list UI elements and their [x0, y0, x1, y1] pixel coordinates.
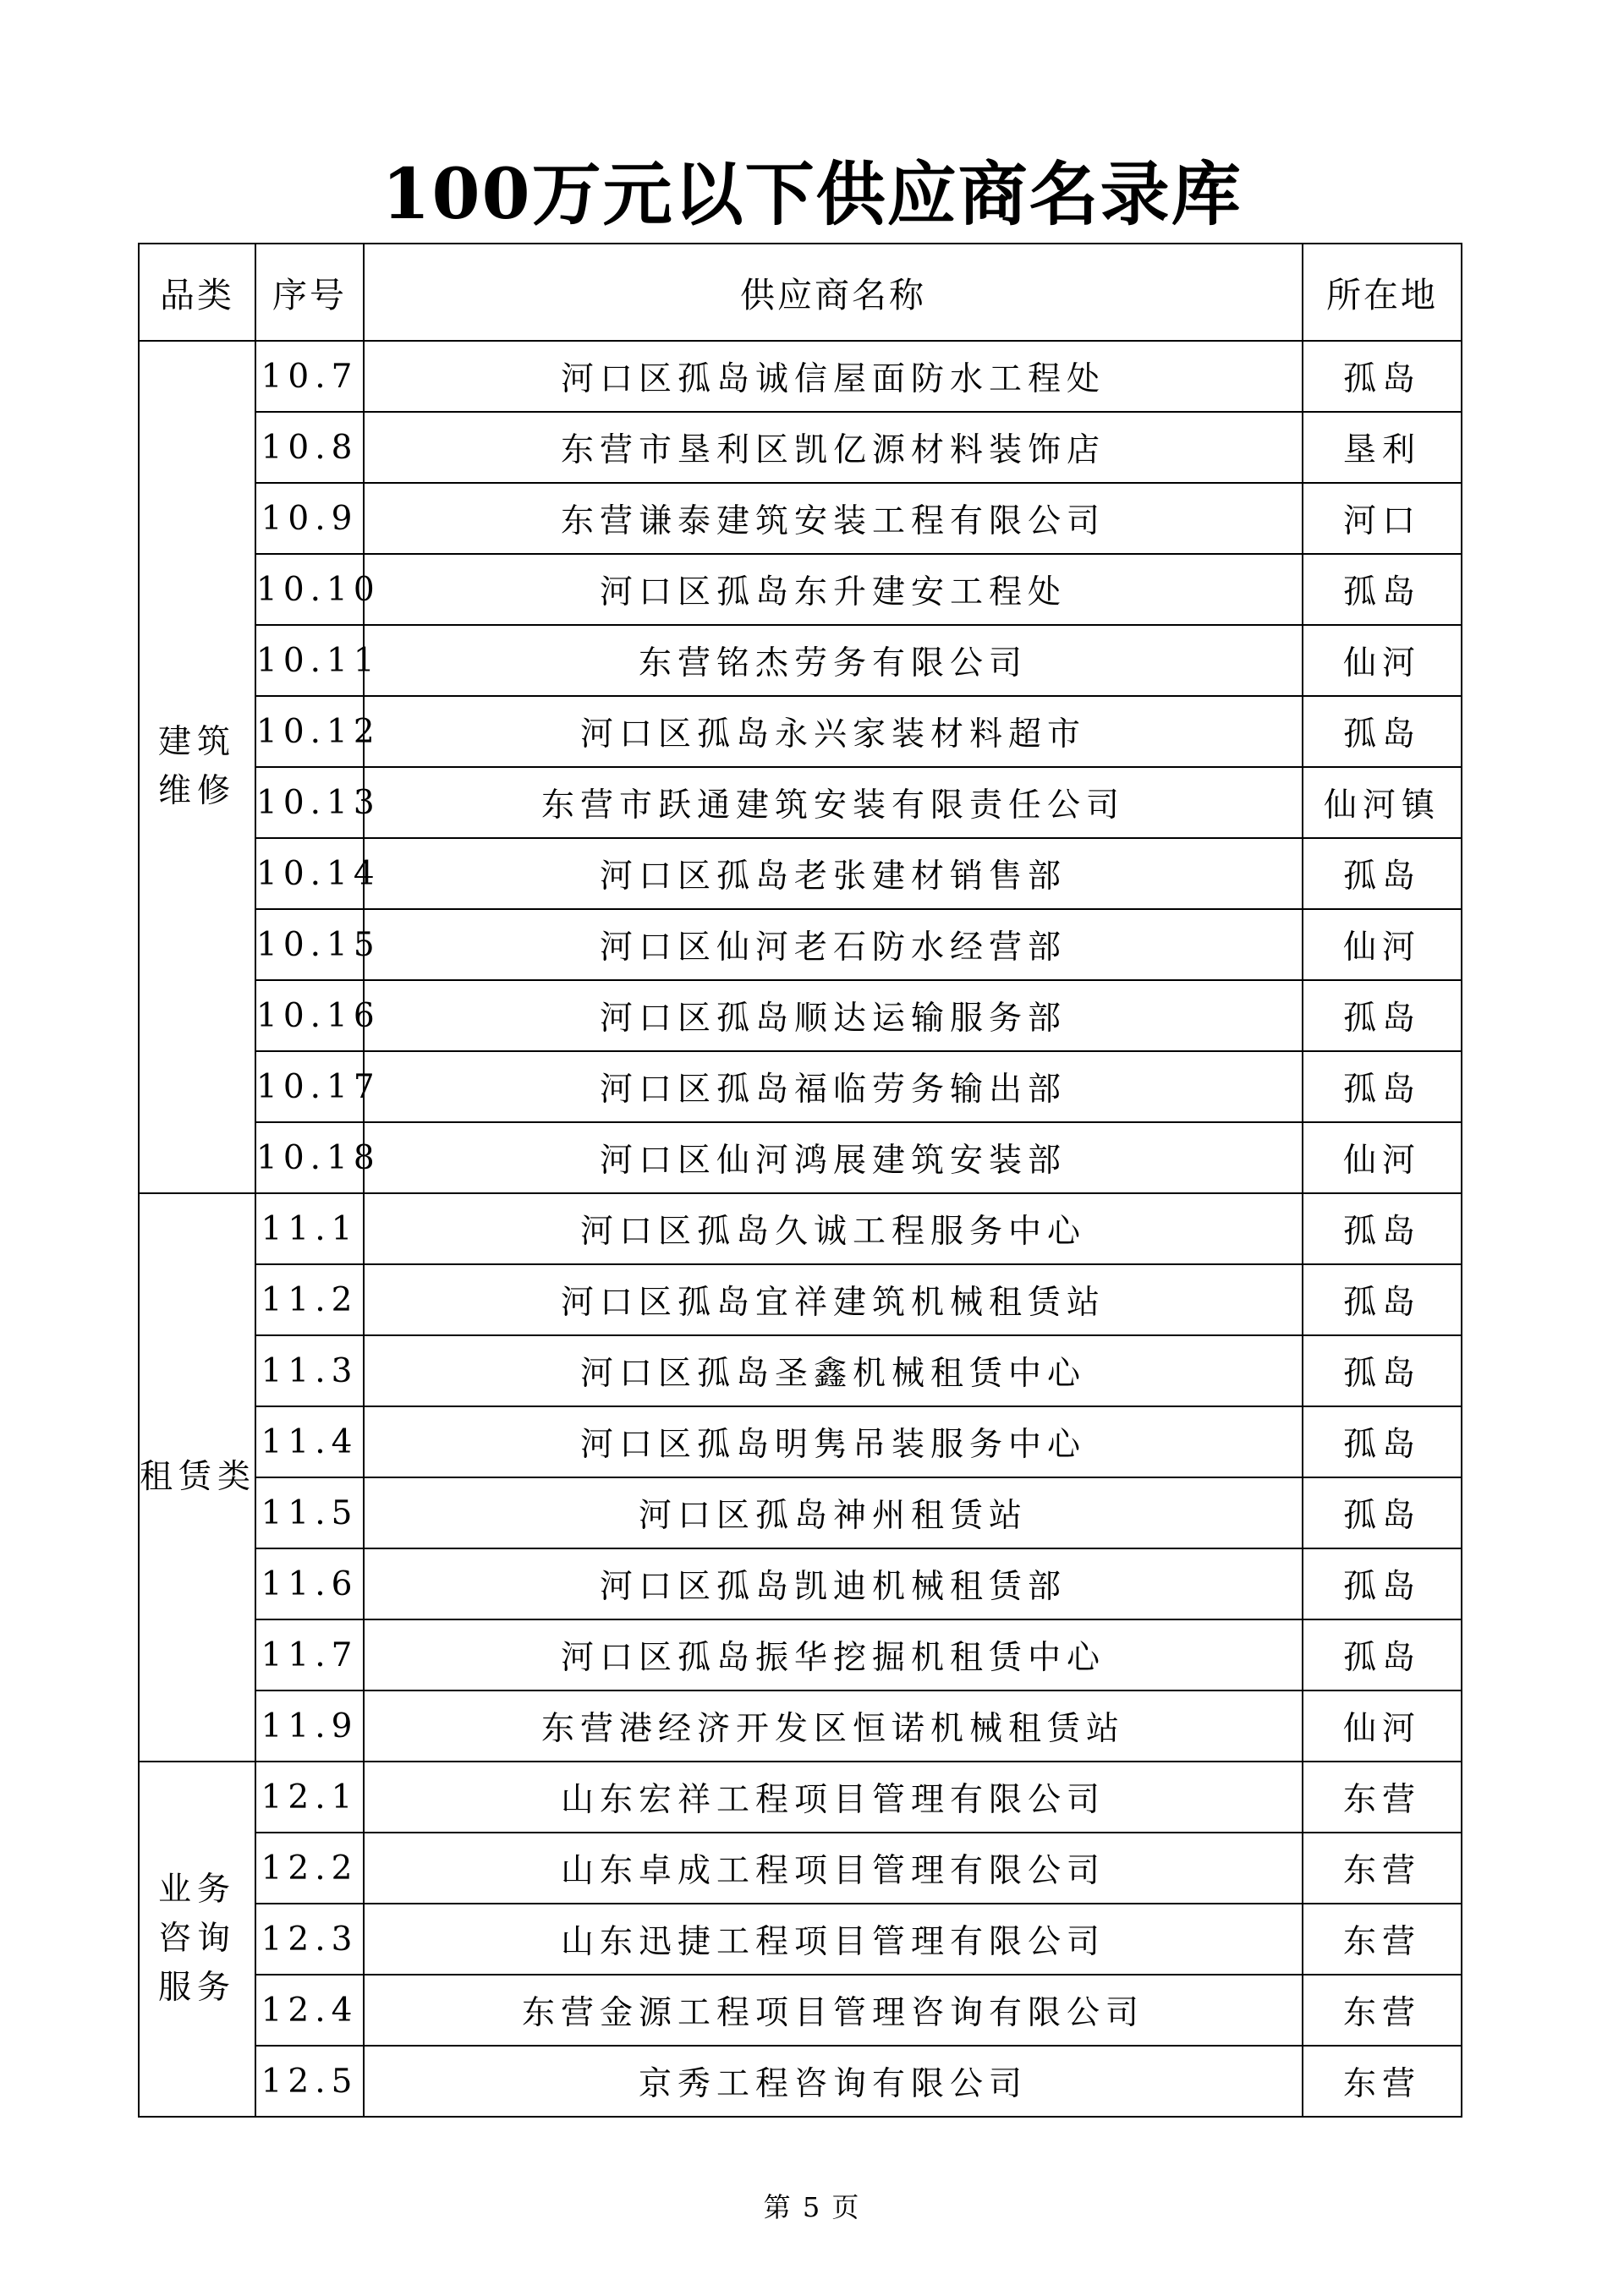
- seq-cell: 11.7: [255, 1619, 364, 1690]
- supplier-name-cell: 山东宏祥工程项目管理有限公司: [364, 1762, 1303, 1833]
- supplier-name-cell: 河口区仙河鸿展建筑安装部: [364, 1122, 1303, 1193]
- table-row: [139, 1975, 1462, 2046]
- table-row: [139, 1477, 1462, 1548]
- table-row: [139, 1904, 1462, 1975]
- supplier-name-cell: 河口区孤岛诚信屋面防水工程处: [364, 341, 1303, 412]
- location-cell: 东营: [1303, 2046, 1462, 2117]
- category-line: 建筑: [157, 723, 236, 761]
- header-name: 供应商名称: [364, 244, 1303, 341]
- supplier-name-cell: 山东迅捷工程项目管理有限公司: [364, 1904, 1303, 1975]
- table-row: [139, 1833, 1462, 1904]
- seq-cell: 10.15: [255, 909, 364, 980]
- seq-cell: 10.18: [255, 1122, 364, 1193]
- supplier-name-cell: 东营港经济开发区恒诺机械租赁站: [364, 1690, 1303, 1762]
- seq-cell: 11.2: [255, 1264, 364, 1335]
- supplier-name-cell: 河口区孤岛久诚工程服务中心: [364, 1193, 1303, 1264]
- supplier-name-cell: 东营市跃通建筑安装有限责任公司: [364, 767, 1303, 838]
- supplier-name-cell: 河口区孤岛东升建安工程处: [364, 554, 1303, 625]
- location-cell: 孤岛: [1303, 696, 1462, 767]
- table-row: [139, 980, 1462, 1051]
- location-cell: 东营: [1303, 1975, 1462, 2046]
- location-cell: 孤岛: [1303, 1619, 1462, 1690]
- seq-cell: 10.10: [255, 554, 364, 625]
- seq-cell: 12.1: [255, 1762, 364, 1833]
- header-seq: 序号: [255, 244, 364, 341]
- supplier-name-cell: 东营铭杰劳务有限公司: [364, 625, 1303, 696]
- seq-cell: 11.6: [255, 1548, 364, 1619]
- location-cell: 孤岛: [1303, 1264, 1462, 1335]
- table-row: [139, 1406, 1462, 1477]
- page-title: 100万元以下供应商名录库: [381, 154, 1243, 235]
- table-row: [139, 554, 1462, 625]
- location-cell: 东营: [1303, 1762, 1462, 1833]
- supplier-name-cell: 河口区孤岛永兴家装材料超市: [364, 696, 1303, 767]
- supplier-name-cell: 河口区孤岛振华挖掘机租赁中心: [364, 1619, 1303, 1690]
- location-cell: 东营: [1303, 1833, 1462, 1904]
- seq-cell: 10.9: [255, 483, 364, 554]
- location-cell: 孤岛: [1303, 1548, 1462, 1619]
- location-cell: 仙河: [1303, 1122, 1462, 1193]
- seq-cell: 10.8: [255, 412, 364, 483]
- seq-cell: 10.11: [255, 625, 364, 696]
- table-row: [139, 1122, 1462, 1193]
- seq-cell: 10.16: [255, 980, 364, 1051]
- location-cell: 仙河: [1303, 1690, 1462, 1762]
- location-cell: 垦利: [1303, 412, 1462, 483]
- seq-cell: 11.9: [255, 1690, 364, 1762]
- location-cell: 孤岛: [1303, 554, 1462, 625]
- seq-cell: 12.3: [255, 1904, 364, 1975]
- supplier-name-cell: 河口区孤岛老张建材销售部: [364, 838, 1303, 909]
- seq-cell: 12.5: [255, 2046, 364, 2117]
- location-cell: 仙河: [1303, 625, 1462, 696]
- supplier-name-cell: 东营市垦利区凯亿源材料装饰店: [364, 412, 1303, 483]
- category-line: 业务: [157, 1871, 236, 1909]
- header-category: 品类: [139, 244, 255, 341]
- table-row: [139, 1051, 1462, 1122]
- seq-cell: 10.14: [255, 838, 364, 909]
- table-row: [139, 1193, 1462, 1264]
- supplier-name-cell: 河口区孤岛顺达运输服务部: [364, 980, 1303, 1051]
- seq-cell: 12.2: [255, 1833, 364, 1904]
- seq-cell: 10.12: [255, 696, 364, 767]
- seq-cell: 10.13: [255, 767, 364, 838]
- location-cell: 孤岛: [1303, 1193, 1462, 1264]
- location-cell: 孤岛: [1303, 838, 1462, 909]
- supplier-name-cell: 东营金源工程项目管理咨询有限公司: [364, 1975, 1303, 2046]
- table-row: [139, 483, 1462, 554]
- supplier-name-cell: 京秀工程咨询有限公司: [364, 2046, 1303, 2117]
- supplier-name-cell: 河口区孤岛神州租赁站: [364, 1477, 1303, 1548]
- supplier-name-cell: 河口区孤岛福临劳务输出部: [364, 1051, 1303, 1122]
- seq-cell: 11.4: [255, 1406, 364, 1477]
- table-row: [139, 412, 1462, 483]
- table-row: [139, 341, 1462, 412]
- location-cell: 东营: [1303, 1904, 1462, 1975]
- location-cell: 孤岛: [1303, 341, 1462, 412]
- category-cell: [139, 341, 255, 1193]
- category-line: 维修: [157, 772, 236, 810]
- table-body: [139, 341, 1462, 2117]
- seq-cell: 12.4: [255, 1975, 364, 2046]
- seq-cell: 11.3: [255, 1335, 364, 1406]
- supplier-name-cell: 河口区孤岛宜祥建筑机械租赁站: [364, 1264, 1303, 1335]
- category-line: 服务: [157, 1969, 236, 2007]
- table-row: [139, 2046, 1462, 2117]
- table-row: [139, 767, 1462, 838]
- location-cell: 孤岛: [1303, 1051, 1462, 1122]
- seq-cell: 10.7: [255, 341, 364, 412]
- table-row: [139, 625, 1462, 696]
- header-location: 所在地: [1303, 244, 1462, 341]
- table-row: [139, 1335, 1462, 1406]
- seq-cell: 11.1: [255, 1193, 364, 1264]
- location-cell: 河口: [1303, 483, 1462, 554]
- supplier-name-cell: 河口区孤岛凯迪机械租赁部: [364, 1548, 1303, 1619]
- table-row: [139, 696, 1462, 767]
- table-row: [139, 909, 1462, 980]
- seq-cell: 10.17: [255, 1051, 364, 1122]
- category-cell: 租赁类: [139, 1193, 255, 1762]
- supplier-name-cell: 河口区孤岛明隽吊装服务中心: [364, 1406, 1303, 1477]
- table-row: [139, 1690, 1462, 1762]
- category-cell: [139, 1762, 255, 2117]
- location-cell: 孤岛: [1303, 1477, 1462, 1548]
- table-row: [139, 1619, 1462, 1690]
- table-header-row: [139, 244, 1462, 341]
- page-number: 第 5 页: [763, 2191, 861, 2223]
- location-cell: 孤岛: [1303, 1335, 1462, 1406]
- table-row: [139, 1548, 1462, 1619]
- location-cell: 孤岛: [1303, 980, 1462, 1051]
- location-cell: 仙河镇: [1303, 767, 1462, 838]
- supplier-name-cell: 东营谦泰建筑安装工程有限公司: [364, 483, 1303, 554]
- supplier-table: [138, 243, 1462, 2118]
- table-row: [139, 1264, 1462, 1335]
- table-row: [139, 1762, 1462, 1833]
- supplier-name-cell: 河口区仙河老石防水经营部: [364, 909, 1303, 980]
- seq-cell: 11.5: [255, 1477, 364, 1548]
- supplier-name-cell: 河口区孤岛圣鑫机械租赁中心: [364, 1335, 1303, 1406]
- supplier-name-cell: 山东卓成工程项目管理有限公司: [364, 1833, 1303, 1904]
- table-row: [139, 838, 1462, 909]
- location-cell: 仙河: [1303, 909, 1462, 980]
- location-cell: 孤岛: [1303, 1406, 1462, 1477]
- category-line: 咨询: [157, 1920, 236, 1958]
